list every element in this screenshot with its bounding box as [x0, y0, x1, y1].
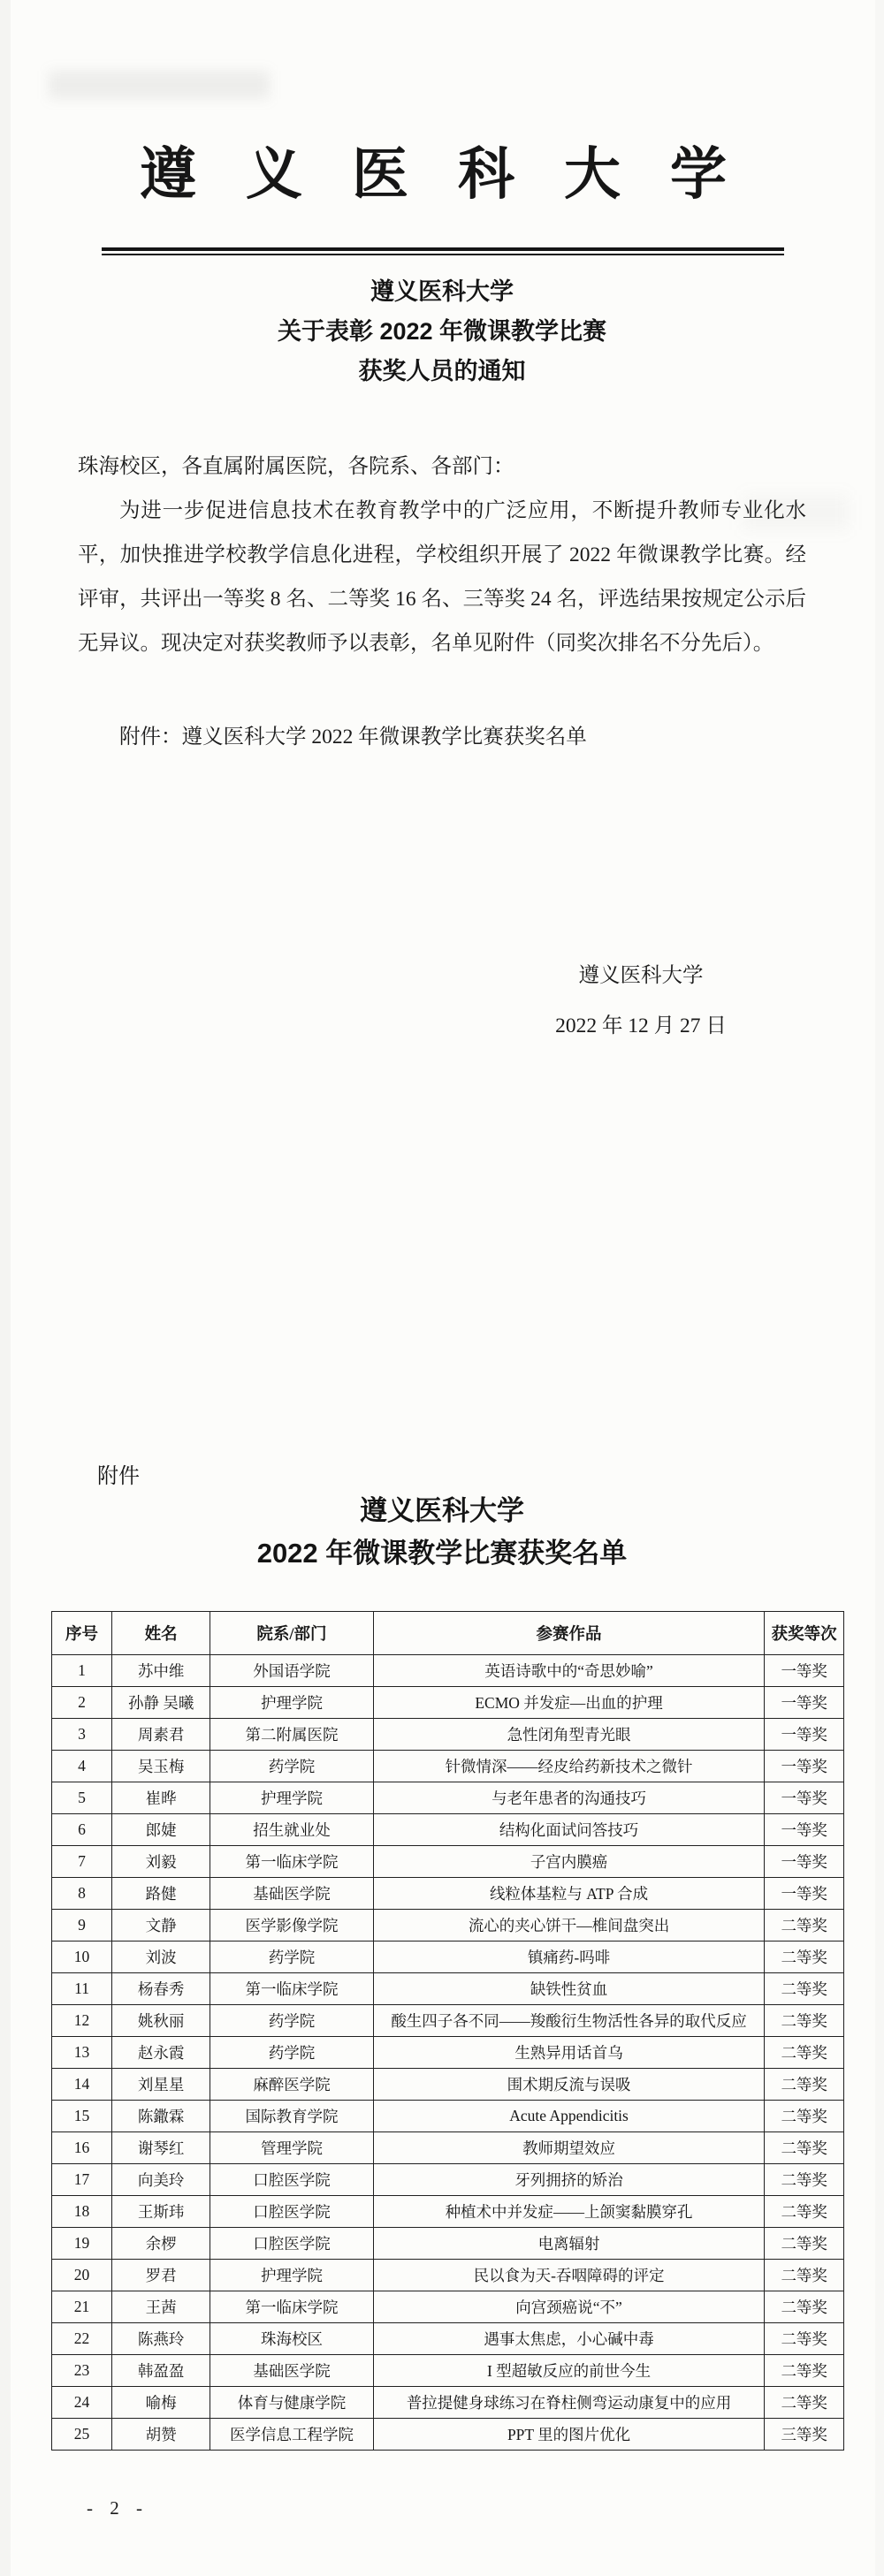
table-cell: 罗君 [112, 2260, 210, 2291]
table-cell: 11 [52, 1973, 112, 2005]
table-row [52, 1878, 844, 1910]
table-row [52, 1751, 844, 1782]
table-cell: 体育与健康学院 [210, 2387, 374, 2419]
table-cell: 5 [52, 1782, 112, 1814]
table-cell: 二等奖 [765, 2291, 844, 2323]
table-cell: 二等奖 [765, 2260, 844, 2291]
table-cell: 第一临床学院 [210, 2291, 374, 2323]
table-cell: 王茜 [112, 2291, 210, 2323]
notice-title-line3: 获奖人员的通知 [358, 358, 526, 384]
table-row [52, 2291, 844, 2323]
table-cell: 二等奖 [765, 2196, 844, 2228]
attachment-title-line1: 遵义医科大学 [360, 1495, 524, 1526]
table-cell: 向宫颈癌说“不” [373, 2291, 765, 2323]
table-cell: 4 [52, 1751, 112, 1782]
table-cell: 二等奖 [765, 2355, 844, 2387]
table-cell: 一等奖 [765, 1655, 844, 1687]
table-row [52, 2196, 844, 2228]
table-cell: 18 [52, 2196, 112, 2228]
letterhead-title: 遵 义 医 科 大 学 [140, 143, 744, 206]
column-header: 序号 [52, 1612, 112, 1655]
table-cell: 教师期望效应 [373, 2132, 765, 2164]
attachment-label: 附件 [97, 1464, 140, 1488]
table-cell: 药学院 [210, 2005, 374, 2037]
table-cell: 护理学院 [210, 1782, 374, 1814]
table-cell: 普拉提健身球练习在脊柱侧弯运动康复中的应用 [373, 2387, 765, 2419]
table-cell: 与老年患者的沟通技巧 [373, 1782, 765, 1814]
table-cell: 二等奖 [765, 2228, 844, 2260]
table-cell: 韩盈盈 [112, 2355, 210, 2387]
table-cell: 6 [52, 1814, 112, 1846]
table-cell: 第一临床学院 [210, 1973, 374, 2005]
table-cell: 10 [52, 1941, 112, 1973]
table-cell: 15 [52, 2101, 112, 2132]
table-cell: 24 [52, 2387, 112, 2419]
table-cell: 陈鏾霖 [112, 2101, 210, 2132]
table-row [52, 1846, 844, 1878]
letterhead-divider [102, 247, 784, 255]
award-table [51, 1611, 844, 2451]
table-cell: 陈燕玲 [112, 2323, 210, 2355]
table-cell: 一等奖 [765, 1751, 844, 1782]
table-cell: 郎婕 [112, 1814, 210, 1846]
attachment-reference-line: 附件：遵义医科大学 2022 年微课教学比赛获奖名单 [119, 726, 587, 748]
table-cell: 酸生四子各不同——羧酸衍生物活性各异的取代反应 [373, 2005, 765, 2037]
table-cell: 25 [52, 2419, 112, 2451]
table-cell: 16 [52, 2132, 112, 2164]
table-row [52, 1941, 844, 1973]
table-cell: 护理学院 [210, 2260, 374, 2291]
table-cell: 二等奖 [765, 1973, 844, 2005]
table-cell: 二等奖 [765, 2132, 844, 2164]
table-cell: 12 [52, 2005, 112, 2037]
table-cell: 二等奖 [765, 2037, 844, 2069]
table-row [52, 2101, 844, 2132]
table-row [52, 2228, 844, 2260]
table-cell: 流心的夹心饼干—椎间盘突出 [373, 1910, 765, 1941]
table-cell: 二等奖 [765, 2069, 844, 2101]
table-cell: 第一临床学院 [210, 1846, 374, 1878]
table-cell: 第二附属医院 [210, 1719, 374, 1751]
table-cell: 基础医学院 [210, 1878, 374, 1910]
table-cell: 医学信息工程学院 [210, 2419, 374, 2451]
notice-title [0, 272, 884, 391]
table-cell: 三等奖 [765, 2419, 844, 2451]
table-row [52, 2005, 844, 2037]
column-header: 院系/部门 [210, 1612, 374, 1655]
attachment-title [0, 1490, 884, 1575]
table-row [52, 2132, 844, 2164]
table-cell: 20 [52, 2260, 112, 2291]
table-cell: 王斯玮 [112, 2196, 210, 2228]
table-cell: 3 [52, 1719, 112, 1751]
table-cell: 二等奖 [765, 1910, 844, 1941]
table-cell: 21 [52, 2291, 112, 2323]
notice-body [78, 445, 806, 759]
table-cell: 遇事太焦虑，小心碱中毒 [373, 2323, 765, 2355]
table-cell: 医学影像学院 [210, 1910, 374, 1941]
signer-name: 遵义医科大学 [578, 964, 704, 987]
table-cell: 刘星星 [112, 2069, 210, 2101]
table-cell: 二等奖 [765, 2101, 844, 2132]
table-cell: 药学院 [210, 2037, 374, 2069]
table-cell: 电离辐射 [373, 2228, 765, 2260]
table-cell: 二等奖 [765, 1941, 844, 1973]
table-row [52, 1655, 844, 1687]
table-cell: 护理学院 [210, 1687, 374, 1719]
table-cell: 线粒体基粒与 ATP 合成 [373, 1878, 765, 1910]
table-cell: 谢琴红 [112, 2132, 210, 2164]
table-cell: 13 [52, 2037, 112, 2069]
table-cell: 二等奖 [765, 2164, 844, 2196]
table-cell: 路健 [112, 1878, 210, 1910]
table-cell: 民以食为天-吞咽障碍的评定 [373, 2260, 765, 2291]
table-header-row [52, 1612, 844, 1655]
table-row [52, 1782, 844, 1814]
table-cell: 基础医学院 [210, 2355, 374, 2387]
table-cell: 一等奖 [765, 1878, 844, 1910]
table-cell: 缺铁性贫血 [373, 1973, 765, 2005]
table-cell: 一等奖 [765, 1719, 844, 1751]
table-cell: 镇痛药-吗啡 [373, 1941, 765, 1973]
table-row [52, 2164, 844, 2196]
table-cell: 药学院 [210, 1751, 374, 1782]
table-cell: 胡赞 [112, 2419, 210, 2451]
table-cell: Acute Appendicitis [373, 2101, 765, 2132]
table-cell: 刘波 [112, 1941, 210, 1973]
table-cell: 英语诗歌中的“奇思妙喻” [373, 1655, 765, 1687]
salutation-line: 珠海校区，各直属附属医院，各院系、各部门： [78, 455, 514, 478]
table-cell: 余椤 [112, 2228, 210, 2260]
table-cell: 针微情深——经皮给药新技术之微针 [373, 1751, 765, 1782]
table-cell: ECMO 并发症—出血的护理 [373, 1687, 765, 1719]
table-cell: 孙静 吴曦 [112, 1687, 210, 1719]
table-cell: 药学院 [210, 1941, 374, 1973]
table-cell: 姚秋丽 [112, 2005, 210, 2037]
column-header: 获奖等次 [765, 1612, 844, 1655]
table-row [52, 1973, 844, 2005]
table-cell: 招生就业处 [210, 1814, 374, 1846]
table-cell: 一等奖 [765, 1687, 844, 1719]
table-cell: 急性闭角型青光眼 [373, 1719, 765, 1751]
signature-block [508, 951, 774, 1052]
table-cell: 一等奖 [765, 1782, 844, 1814]
table-cell: I 型超敏反应的前世今生 [373, 2355, 765, 2387]
table-row [52, 2037, 844, 2069]
table-cell: 吴玉梅 [112, 1751, 210, 1782]
table-cell: 8 [52, 1878, 112, 1910]
table-cell: 向美玲 [112, 2164, 210, 2196]
table-row [52, 1687, 844, 1719]
table-cell: 周素君 [112, 1719, 210, 1751]
table-row [52, 2387, 844, 2419]
table-cell: 19 [52, 2228, 112, 2260]
table-cell: 麻醉医学院 [210, 2069, 374, 2101]
table-cell: 口腔医学院 [210, 2164, 374, 2196]
column-header: 参赛作品 [373, 1612, 765, 1655]
table-row [52, 2355, 844, 2387]
table-row [52, 2419, 844, 2451]
table-cell: 口腔医学院 [210, 2228, 374, 2260]
notice-title-line2: 关于表彰 2022 年微课教学比赛 [277, 318, 607, 345]
table-row [52, 2323, 844, 2355]
table-cell: 赵永霞 [112, 2037, 210, 2069]
table-cell: 生熟异用话首乌 [373, 2037, 765, 2069]
table-cell: 14 [52, 2069, 112, 2101]
page-number: - 2 - [87, 2497, 149, 2519]
table-cell: 文静 [112, 1910, 210, 1941]
table-cell: 二等奖 [765, 2387, 844, 2419]
table-row [52, 1814, 844, 1846]
table-cell: 2 [52, 1687, 112, 1719]
body-paragraph: 为进一步促进信息技术在教育教学中的广泛应用，不断提升教师专业化水平，加快推进学校教学信息化进程，学校组织开展了 2022 年微课教学比赛。经评审，共评出一等奖 8 名、二等奖 16 名、三等奖 24 名，评选结果按规定公示后无异议。现决定对获奖教师予以表彰，名单见附件（同奖次排名不分先后）。 [78, 499, 806, 655]
table-cell: 外国语学院 [210, 1655, 374, 1687]
column-header: 姓名 [112, 1612, 210, 1655]
table-cell: 珠海校区 [210, 2323, 374, 2355]
notice-title-line1: 遵义医科大学 [370, 278, 514, 305]
table-cell: 喻梅 [112, 2387, 210, 2419]
table-cell: 9 [52, 1910, 112, 1941]
table-cell: 7 [52, 1846, 112, 1878]
table-cell: 一等奖 [765, 1814, 844, 1846]
table-cell: 二等奖 [765, 2005, 844, 2037]
signature-date: 2022 年 12 月 27 日 [555, 1014, 727, 1037]
table-cell: 刘毅 [112, 1846, 210, 1878]
table-cell: 国际教育学院 [210, 2101, 374, 2132]
table-row [52, 1719, 844, 1751]
table-cell: 种植术中并发症——上颌窦黏膜穿孔 [373, 2196, 765, 2228]
table-cell: 二等奖 [765, 2323, 844, 2355]
attachment-title-line2: 2022 年微课教学比赛获奖名单 [256, 1538, 628, 1569]
table-row [52, 2069, 844, 2101]
table-cell: 围术期反流与误吸 [373, 2069, 765, 2101]
table-cell: 结构化面试问答技巧 [373, 1814, 765, 1846]
table-cell: 子宫内膜癌 [373, 1846, 765, 1878]
table-row [52, 1910, 844, 1941]
table-cell: 苏中维 [112, 1655, 210, 1687]
table-cell: 口腔医学院 [210, 2196, 374, 2228]
scan-smudge [49, 71, 270, 99]
table-cell: 22 [52, 2323, 112, 2355]
table-cell: 崔晔 [112, 1782, 210, 1814]
table-cell: PPT 里的图片优化 [373, 2419, 765, 2451]
table-cell: 17 [52, 2164, 112, 2196]
table-cell: 一等奖 [765, 1846, 844, 1878]
table-cell: 管理学院 [210, 2132, 374, 2164]
table-cell: 牙列拥挤的矫治 [373, 2164, 765, 2196]
table-cell: 杨春秀 [112, 1973, 210, 2005]
table-row [52, 2260, 844, 2291]
table-cell: 1 [52, 1655, 112, 1687]
table-cell: 23 [52, 2355, 112, 2387]
